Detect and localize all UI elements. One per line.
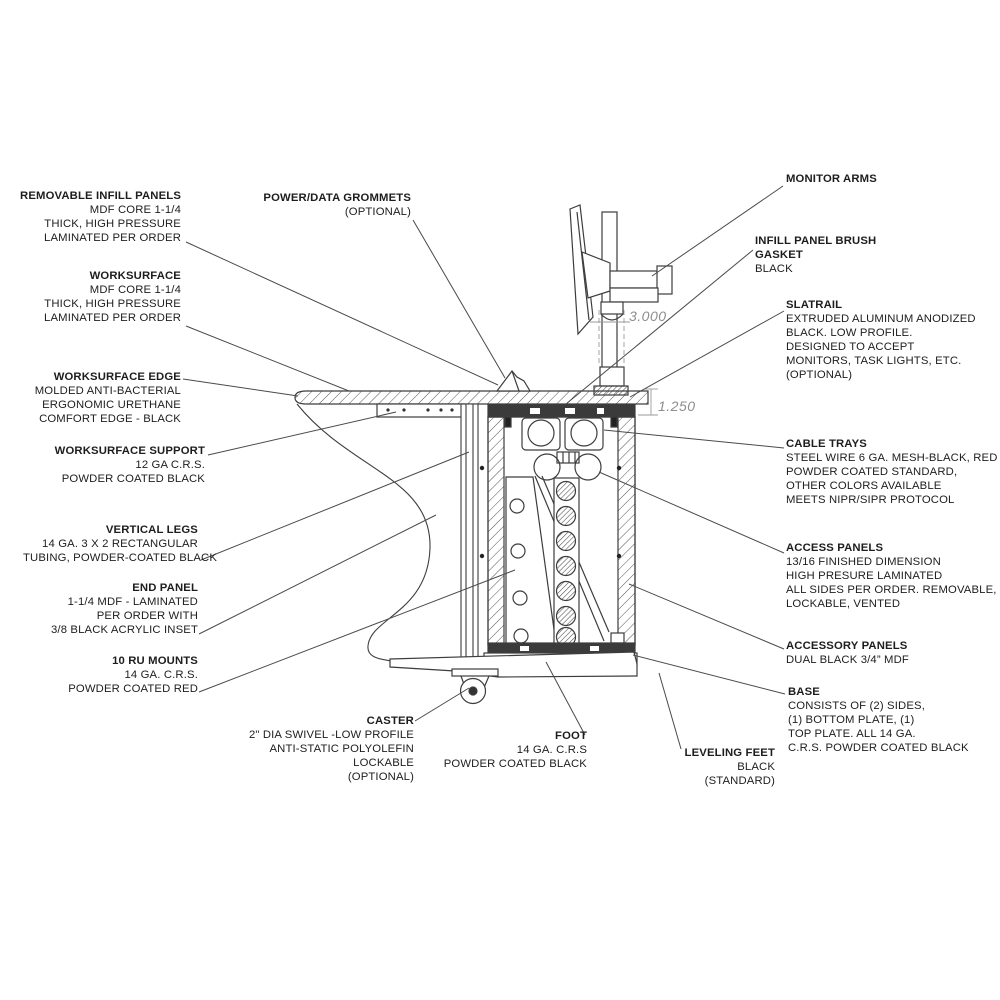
callout-accessory-panels: [786, 639, 909, 667]
power-strip: [554, 478, 579, 647]
leader-leveling-feet: [659, 673, 681, 749]
callout-power-data-grommets: [240, 191, 411, 219]
callout-line: POWDER COATED BLACK: [443, 758, 587, 770]
callout-line: EXTRUDED ALUMINUM ANODIZED: [786, 313, 976, 325]
gasket-clip-right: [611, 417, 617, 427]
callout-line: (1) BOTTOM PLATE, (1): [788, 714, 915, 726]
callout-end-panel: [23, 581, 198, 637]
callout-worksurface-edge: [6, 370, 181, 426]
callout-line: TUBING, POWDER-COATED BLACK: [23, 552, 218, 564]
callout-title: GASKET: [755, 249, 803, 261]
callout-line: 13/16 FINISHED DIMENSION: [786, 556, 941, 568]
callout-monitor-arms: [786, 172, 877, 186]
leader-end-panel: [199, 515, 436, 634]
corner-bracket: [611, 633, 624, 643]
callout-title: CABLE TRAYS: [786, 438, 867, 450]
callout-line: CONSISTS OF (2) SIDES,: [788, 700, 925, 712]
callout-line: C.R.S. POWDER COATED BLACK: [788, 742, 969, 754]
callout-worksurface: [6, 269, 181, 325]
callout-line: OTHER COLORS AVAILABLE: [786, 480, 942, 492]
callout-leveling-feet: [650, 746, 775, 788]
callout-worksurface-support: [30, 444, 205, 486]
callout-title: REMOVABLE INFILL PANELS: [20, 190, 181, 202]
callout-line: (STANDARD): [704, 775, 775, 787]
callout-line: STEEL WIRE 6 GA. MESH-BLACK, RED: [786, 452, 998, 464]
callout-line: LOCKABLE, VENTED: [786, 598, 901, 610]
callout-line: BLACK. LOW PROFILE.: [786, 327, 913, 339]
monitor-arm-endcap: [657, 266, 672, 294]
callout-title: WORKSURFACE: [89, 270, 181, 282]
legs-and-end-panel: [297, 404, 478, 661]
foot-wedge: [390, 652, 637, 677]
callout-title: INFILL PANEL BRUSH: [755, 235, 877, 247]
callout-line: MONITORS, TASK LIGHTS, ETC.: [786, 355, 962, 367]
callout-line: 14 GA. C.R.S.: [124, 669, 198, 681]
callout-foot: [420, 729, 587, 771]
callout-title: 10 RU MOUNTS: [112, 655, 198, 667]
callout-title: WORKSURFACE SUPPORT: [54, 445, 205, 457]
end-panel-curve: [297, 404, 430, 661]
callout-line: 2" DIA SWIVEL -LOW PROFILE: [248, 729, 414, 741]
leader-power-data-grommets: [413, 220, 505, 378]
callout-removable-infill-panels: [6, 189, 181, 245]
callout-ten-ru-mounts: [23, 654, 198, 696]
callout-line: THICK, HIGH PRESSURE: [44, 298, 181, 310]
leader-base: [633, 655, 785, 694]
cabinet-left-wall: [488, 417, 504, 645]
callout-line: MDF CORE 1-1/4: [89, 284, 181, 296]
callout-title: SLATRAIL: [786, 299, 843, 311]
callout-title: POWER/DATA GROMMETS: [263, 192, 411, 204]
gasket-clip-left: [505, 417, 511, 427]
monitor-arm-lower: [610, 288, 658, 302]
callout-line: POWDER COATED STANDARD,: [786, 466, 958, 478]
callout-line: TOP PLATE. ALL 14 GA.: [788, 728, 916, 740]
callout-line: HIGH PRESURE LAMINATED: [786, 570, 943, 582]
callout-line: (OPTIONAL): [786, 369, 853, 381]
callout-line: ANTI-STATIC POLYOLEFIN: [269, 743, 414, 755]
callout-line: LAMINATED PER ORDER: [44, 232, 181, 244]
callout-title: LEVELING FEET: [684, 747, 775, 759]
callout-caster: [240, 714, 414, 784]
dimension-slatrail-width: 3.000: [629, 308, 667, 324]
cabinet-top-rail: [488, 405, 635, 417]
callout-line: DESIGNED TO ACCEPT: [786, 341, 915, 353]
callout-line: POWDER COATED RED: [68, 683, 198, 695]
callout-access-panels: [786, 541, 997, 611]
callout-cable-trays: [786, 437, 998, 507]
callout-line: 14 GA. 3 X 2 RECTANGULAR: [42, 538, 198, 550]
callout-line: MEETS NIPR/SIPR PROTOCOL: [786, 494, 955, 506]
callout-title: ACCESS PANELS: [786, 542, 884, 554]
arm-pole-clamp: [601, 302, 623, 314]
cabinet-right-wall: [618, 417, 635, 645]
callout-title: WORKSURFACE EDGE: [53, 371, 181, 383]
callout-line: POWDER COATED BLACK: [61, 473, 205, 485]
monitor-arm-assembly: [570, 205, 672, 395]
callout-line: LAMINATED PER ORDER: [44, 312, 181, 324]
callout-line: MOLDED ANTI-BACTERIAL: [34, 385, 181, 397]
callout-infill-panel-brush-gasket: [755, 234, 876, 276]
callout-line: BLACK: [737, 761, 775, 773]
cabinet: [480, 405, 637, 671]
callout-line: ERGONOMIC URETHANE: [42, 399, 181, 411]
leader-accessory-panels: [629, 584, 784, 649]
callout-base: [788, 685, 969, 755]
callout-line: ALL SIDES PER ORDER. REMOVABLE,: [786, 584, 997, 596]
leader-worksurface-support: [208, 412, 396, 455]
callout-line: LOCKABLE: [353, 757, 414, 769]
callout-line: MDF CORE 1-1/4: [89, 204, 181, 216]
callout-title: BASE: [788, 686, 820, 698]
callout-title: VERTICAL LEGS: [105, 524, 198, 536]
callout-line: THICK, HIGH PRESSURE: [44, 218, 181, 230]
callout-line: (OPTIONAL): [344, 206, 411, 218]
leader-removable-infill-panels: [186, 242, 498, 385]
base-bottom-rail: [488, 643, 635, 653]
callout-line: DUAL BLACK 3/4” MDF: [786, 654, 909, 666]
worksurface-slab: [295, 391, 648, 404]
callout-slatrail: [786, 298, 976, 382]
callout-title: CASTER: [366, 715, 414, 727]
callout-line: 1-1/4 MDF - LAMINATED: [67, 596, 198, 608]
callout-line: 3/8 BLACK ACRYLIC INSET: [50, 624, 198, 636]
callout-line: 14 GA. C.R.S: [516, 744, 587, 756]
callout-line: 12 GA C.R.S.: [135, 459, 205, 471]
callout-title: MONITOR ARMS: [786, 173, 877, 185]
caster-assembly: [452, 669, 498, 704]
callout-title: ACCESSORY PANELS: [786, 640, 908, 652]
leader-vertical-legs: [201, 452, 469, 560]
callout-title: FOOT: [555, 730, 587, 742]
foot-group: [390, 652, 637, 704]
leader-worksurface: [186, 326, 349, 391]
callout-line: PER ORDER WITH: [96, 610, 198, 622]
callout-line: BLACK: [755, 263, 793, 275]
callout-line: COMFORT EDGE - BLACK: [39, 413, 181, 425]
callout-line: (OPTIONAL): [347, 771, 414, 783]
vertical-leg: [461, 404, 478, 660]
leader-worksurface-edge: [183, 379, 298, 396]
dimension-worksurface-thickness: 1.250: [658, 398, 696, 414]
callout-title: END PANEL: [132, 582, 198, 594]
pole-base-block: [600, 367, 624, 386]
leader-caster: [415, 688, 469, 721]
callout-vertical-legs: [23, 523, 218, 565]
